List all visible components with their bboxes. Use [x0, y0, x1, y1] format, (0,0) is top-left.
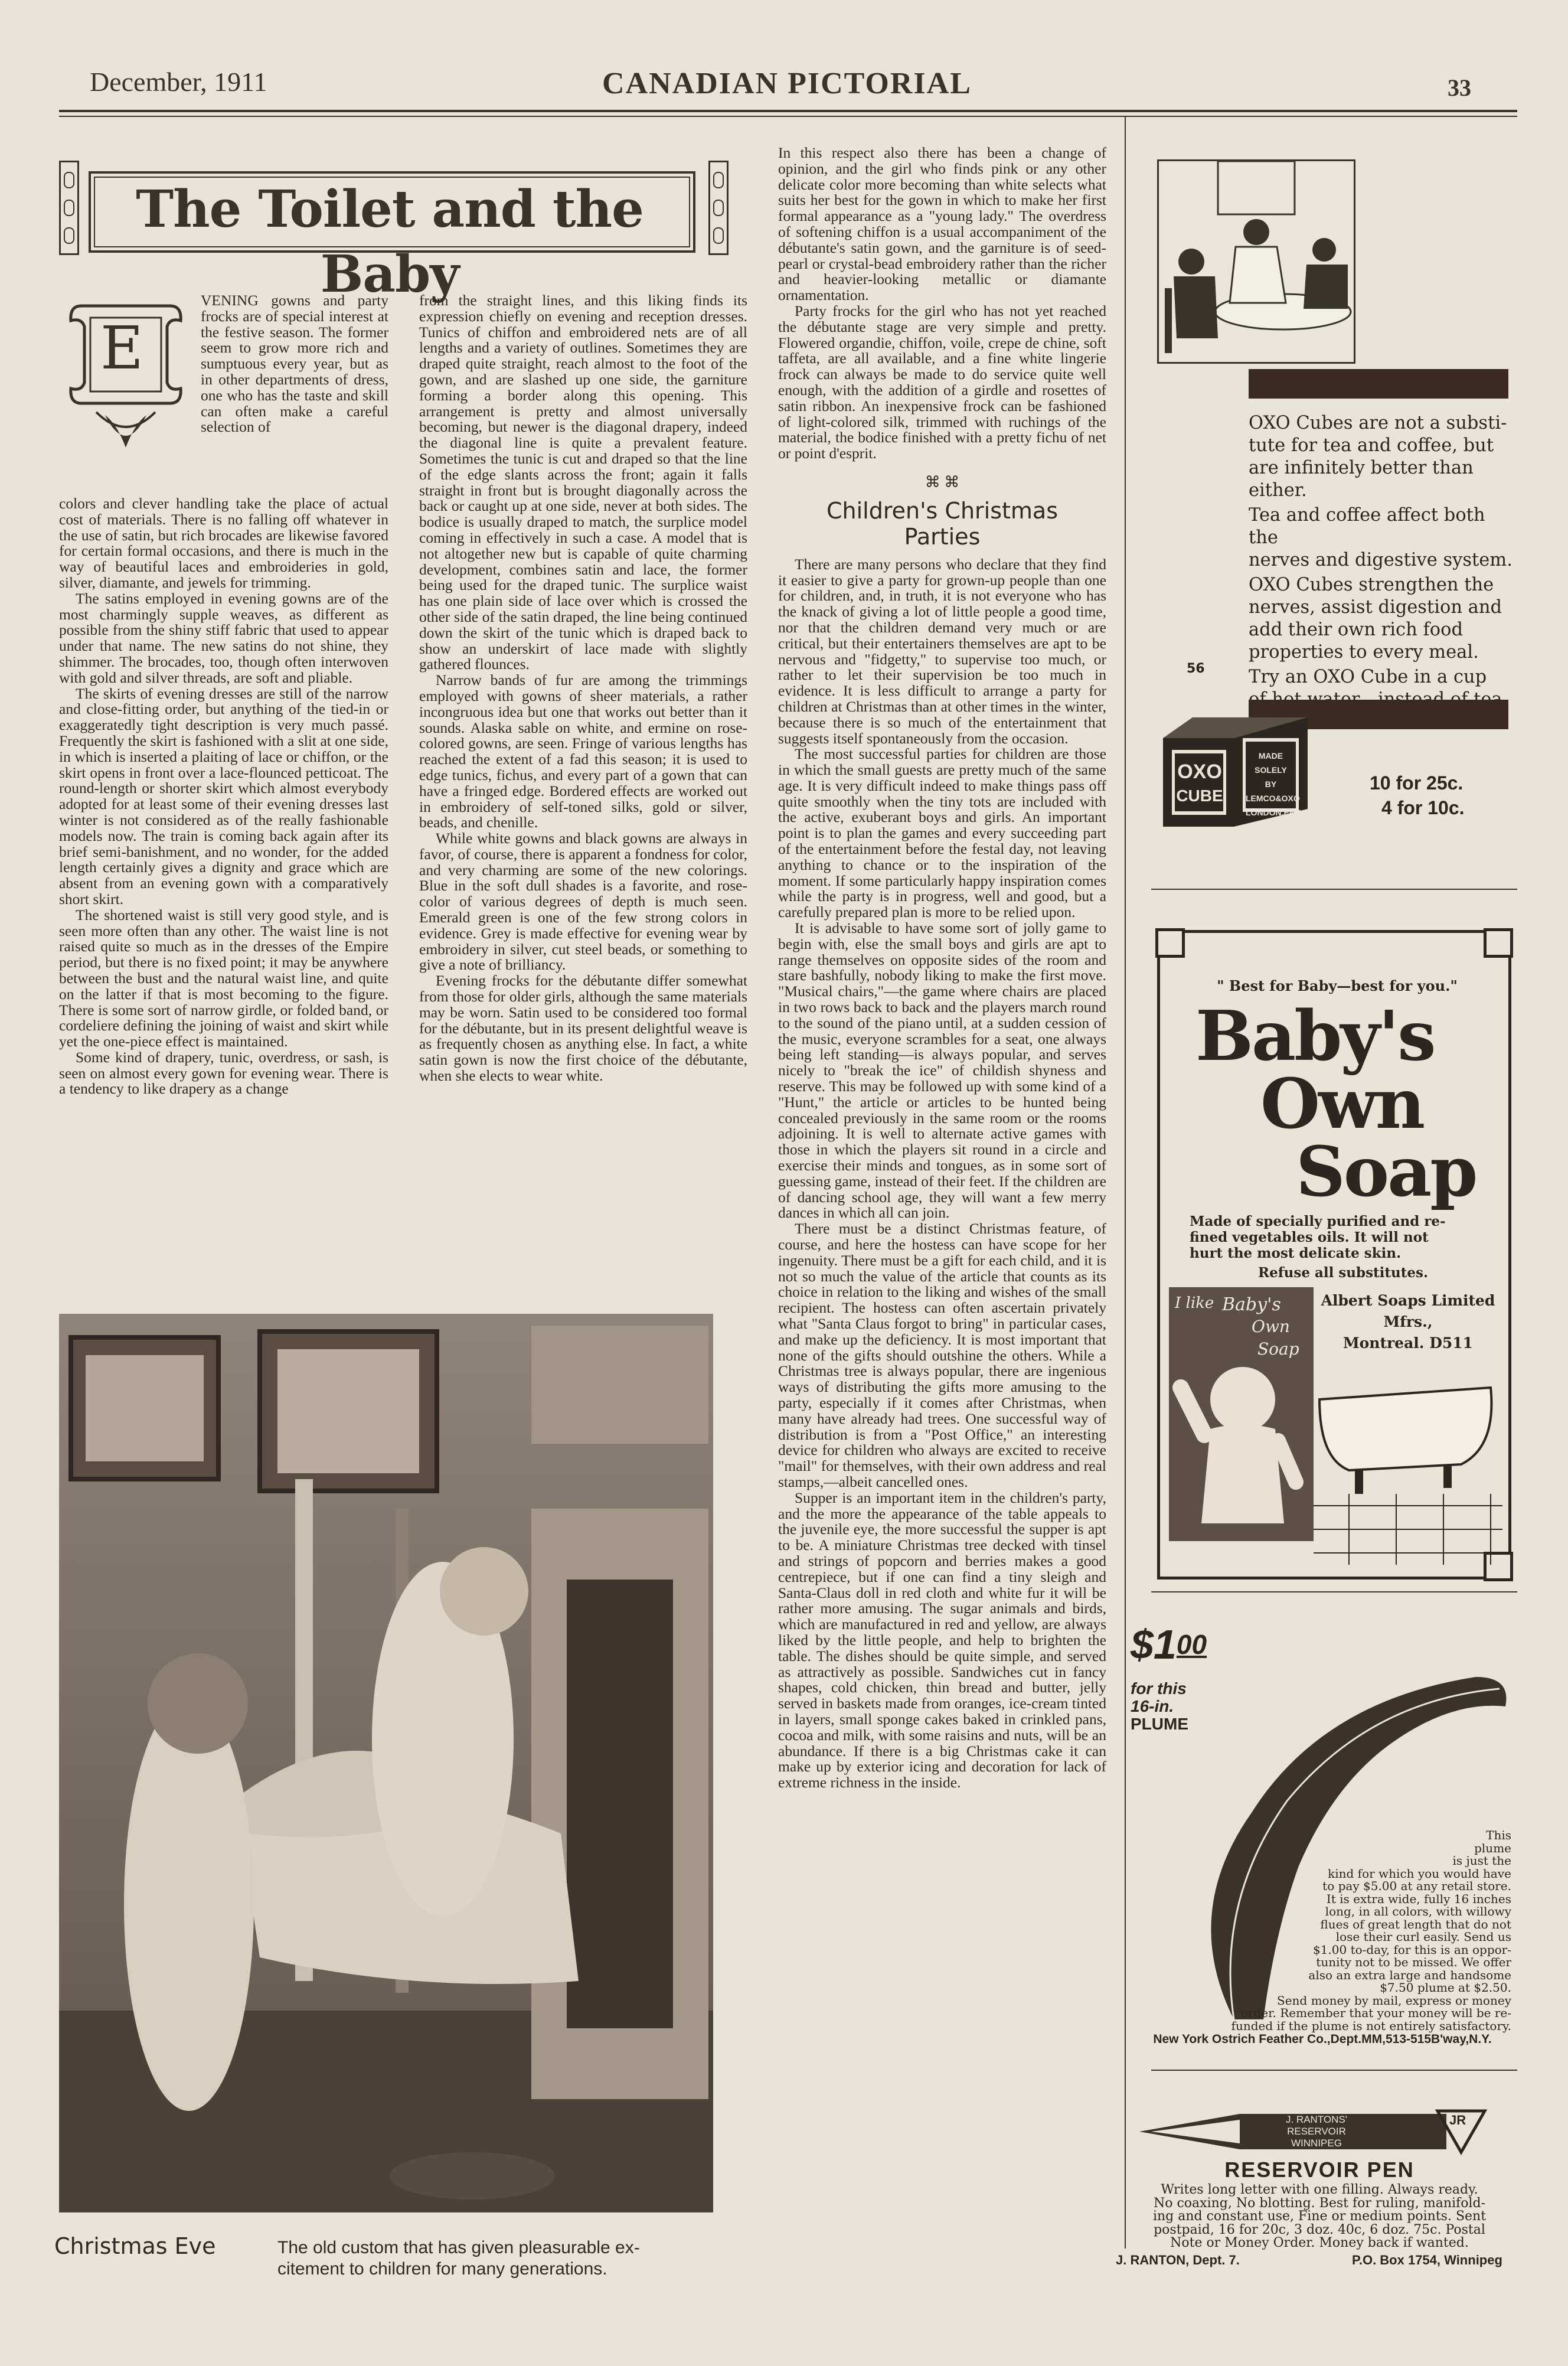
soap-name-3: Soap — [1296, 1132, 1476, 1212]
article-col3 — [778, 145, 1106, 1791]
photo-caption-text-1: The old custom that has given pleasurable ex- — [277, 2238, 640, 2257]
oxo-side-line: BY — [1265, 779, 1277, 789]
baby-with-soap-icon — [1169, 1287, 1314, 1541]
pen-contact-2: P.O. Box 1754, Winnipeg — [1352, 2253, 1502, 2267]
paragraph: It is advisable to have some sort of jolly game to begin with, else the small boys and girls are apt to range themselves on opposite sides of the room and stare bashfully, nobody liking to make the first move. "Musical chairs,"—the game where chairs are placed in two rows back to back and the players march round to the sound of the piano until, at a sudden cession of the music, everyone scrambles for a seat, one always being left standing—is always popular, and serves nicely to "break the ice" of childish shyness and reserve. This may be followed up with some kind of a "Hunt," the article or articles to be hunted being concealed previously in the same room or the rooms adjoining. It is well to alternate active games with those in which the players sit round in a circle and exercise their minds and tongues, as in some sort of guessing game, instead of their feet. If the children are of dancing school age, they will want a few merry dances in which all can join. — [778, 919, 1106, 1222]
plume-text — [1204, 1829, 1511, 2032]
article-col2 — [419, 293, 747, 1084]
article-title: The Toilet and the Baby — [136, 180, 643, 304]
bathtub-illustration — [1314, 1364, 1502, 1565]
plume-line: It is extra wide, fully 16 inches — [1326, 1891, 1511, 1906]
oxo-side-line: LONDON.ENG. — [1246, 808, 1304, 817]
ad-separator — [1151, 2070, 1517, 2071]
plume-sub-line: 16-in. — [1131, 1697, 1174, 1715]
plume-price-dollar: $1 — [1131, 1621, 1177, 1667]
soap-desc-line: Made of specially purified and re- — [1190, 1213, 1446, 1229]
paragraph: VENING gowns and party frocks are of special interest at the festive season. The former seem to grow more rich and sumptuous every year, but as in other departments of dress, one who has the taste and skill can often make a careful selection of — [201, 292, 388, 436]
paragraph: The shortened waist is still very good style, and is seen more often than any other. The waist line is not raised quite so much as in the dresses of the Empire period, but there is no fixed point; it may be anywhere between the bust and the natural waist line, and quite on the latter if that is most becoming to the figure. There is some sort of narrow girdle, or folded band, or cordeliere defining the joining of waist and skirt while yet the one-piece effect is maintained. — [59, 906, 388, 1050]
oxo-line: are infinitely better than — [1249, 458, 1474, 478]
reservoir-pen-advertisement — [1116, 2108, 1523, 2267]
pen-engraving-line: J. RANTONS' — [1285, 2114, 1347, 2125]
plume-sub-line: for this — [1131, 1679, 1187, 1698]
plume-line: plume — [1474, 1840, 1511, 1855]
soap-name-2: Own — [1260, 1064, 1424, 1144]
christmas-eve-photo — [59, 1314, 713, 2212]
pen-engraving-line: WINNIPEG — [1291, 2137, 1342, 2149]
title-ornament-right — [708, 161, 729, 255]
oxo-banner-top — [1249, 369, 1508, 399]
photo-caption-title: Christmas Eve — [54, 2233, 216, 2259]
soap-box-text-2: Baby's — [1222, 1294, 1281, 1315]
photo-caption-text-2: citement to children for many generations. — [277, 2259, 607, 2279]
soap-name-1: Baby's — [1195, 996, 1435, 1076]
family-dinner-icon — [1159, 161, 1354, 362]
pen-body — [1116, 2184, 1523, 2250]
paragraph: The most successful parties for children are those in which the small guests are pretty much of the same age. It is very difficult indeed to make things pass off quite smoothly when the tiny tots are included with the active, exuberant boys and girls. An important point is to plan the games and every succeeding part of the entertainment before the festal day, not leaving anything to chance or to the inspiration of the moment. If some particularly happy inspiration comes while the party is in progress, well and good, but a carefully prepared plan is more to be relied upon. — [778, 745, 1106, 921]
ad-separator — [1151, 889, 1517, 890]
oxo-cube-side — [1246, 749, 1304, 820]
page-number: 33 — [1448, 74, 1471, 101]
paragraph: Some kind of drapery, tunic, overdress, or sash, is seen on almost every gown for evening wear. There is a tendency to like drapery as a change — [59, 1048, 388, 1098]
issue-date: December, 1911 — [90, 67, 267, 97]
soap-tagline: " Best for Baby—best for you." — [1217, 977, 1458, 994]
oxo-dinner-illustration — [1157, 159, 1355, 364]
magazine-title: CANADIAN PICTORIAL — [602, 67, 972, 100]
pen-logo: JR — [1449, 2113, 1466, 2127]
plume-sub-line: PLUME — [1131, 1715, 1188, 1733]
pen-line: Writes long letter with one filling. Always ready. — [1161, 2182, 1478, 2197]
paragraph: Evening frocks for the débutante differ somewhat from those for older girls, although the same materials may be worn. Satin used to be considered too formal for the débutante, but in its present delightful weave is as frequently chosen as anything else. In fact, a white satin gown is now the first choice of the débutante, when she elects to wear white. — [419, 972, 747, 1085]
oxo-cube-box — [1157, 714, 1317, 833]
oxo-line: tute for tea and coffee, but — [1249, 435, 1494, 456]
plume-line: funded if the plume is not entirely satisfactory. — [1231, 2018, 1511, 2033]
oxo-side-line: LEMCO&OXO — [1246, 794, 1300, 803]
plume-line: also an extra large and handsome — [1308, 1967, 1511, 1982]
plume-line: Send money by mail, express or money — [1277, 1993, 1511, 2008]
paragraph: Party frocks for the girl who has not yet reached the débutante stage are very simple and pretty. Flowered organdie, chiffon, voile, crepe de chine, soft taffeta, are all available, and a fine white lingerie frock can always be made to do service quite well enough, with the addition of a girdle and rosettes of satin ribbon. An inexpensive frock can be fashioned of light-colored silk, trimmed with ruchings of the material, the bodice finished with a pretty fichu of net or point d'esprit. — [778, 302, 1106, 462]
pen-line: postpaid, 16 for 20c, 3 doz. 40c, 6 doz. 75c. Postal — [1154, 2222, 1485, 2237]
pen-line: Note or Money Order. Money back if wanted. — [1170, 2236, 1469, 2250]
oxo-line: either. — [1249, 480, 1307, 501]
soap-maker-line: Montreal. D511 — [1342, 1334, 1474, 1352]
header-rule-bottom — [59, 116, 1517, 117]
pen-engraving — [1257, 2114, 1376, 2149]
oxo-line: Try an OXO Cube in a cup — [1249, 667, 1487, 687]
oxo-cube-word2: CUBE — [1176, 787, 1223, 805]
soap-box-text-3: Own — [1252, 1317, 1290, 1336]
plume-line: order. Remember that your money will be re- — [1240, 2006, 1511, 2020]
pen-contact-1: J. RANTON, Dept. 7. — [1116, 2253, 1240, 2267]
children-bedroom-photo-icon — [59, 1314, 713, 2212]
soap-desc-line: fined vegetables oils. It will not — [1190, 1229, 1429, 1245]
oxo-line: Tea and coffee affect both the — [1249, 505, 1485, 548]
soap-maker — [1319, 1290, 1497, 1354]
oxo-line: properties to every meal. — [1249, 642, 1479, 663]
pen-title: RESERVOIR PEN — [1224, 2158, 1415, 2182]
soap-desc-line: Refuse all substitutes. — [1258, 1265, 1428, 1281]
oxo-line: nerves and digestive system. — [1249, 550, 1513, 570]
plume-line: to pay $5.00 at any retail store. — [1322, 1879, 1511, 1893]
soap-desc-line: hurt the most delicate skin. — [1190, 1245, 1402, 1261]
soap-maker-line: Mfrs., — [1383, 1313, 1433, 1330]
soap-corner-ornament — [1155, 928, 1185, 958]
paragraph: In this respect also there has been a change of opinion, and the girl who finds pink or any other delicate color more becoming than white selects what suits her best for the gown in which to make her first formal appearance as a "young lady." The overdress of softening chiffon is a usual accompaniment of the débutante's satin gown, and the garniture is of seed-pearl or crystal-bead embroidery rather than the richer and heavier-looking metallic or diamante ornamentation. — [778, 144, 1106, 304]
plume-line: $7.50 plume at $2.50. — [1380, 1980, 1511, 1995]
paragraph: There must be a distinct Christmas feature, of course, and here the hostess can have scope for her ingenuity. There must be a gift for each child, and it is not so much the value of the article that counts as its choice in relation to the liking and wishes of the small recipient. The hostess can often ascertain privately what "Santa Claus forgot to bring" in particular cases, and make up the deficiency. It is most important that none of the gifts should outshine the others. While a Christmas tree is always popular, there are ingenious ways of distributing the gifts more amusing to the party, especially if it comes after Christmas, when many have already had trees. One successful way of distribution is from a "Post Office," an interesting device for children who always are excited to receive "mail" for themselves, with their own address and real stamps,—albeit cancelled ones. — [778, 1220, 1106, 1490]
plume-line: tunity not to be missed. We offer — [1316, 1955, 1511, 1969]
plume-line: This — [1486, 1828, 1511, 1842]
paragraph: Supper is an important item in the children's party, and the more the appearance of the table appeals to the juvenile eye, the more successful the supper is apt to be. A miniature Christmas tree decked with tinsel and strings of popcorn and berries makes a good centrepiece, but if one can find a tiny sleigh and Santa-Claus doll in red cloth and white fur it will be rather more amusing. The sugar animals and birds, which are manufactured in red and yellow, are always liked by the little people, and help to brighten the table. The dishes should be quite simple, and served as attractively as possible. Sandwiches cut in fancy shapes, cold chicken, thin bread and butter, jelly served in baskets made from oranges, ice-cream tinted in layers, small sponge cakes baked in crinkled pans, cocoa and milk, with some raisins and nuts, will be an abundance. If there is a big Christmas cake it can make up by exterior icing and decoration for lack of extreme richness in the inside. — [778, 1489, 1106, 1791]
bathtub-icon — [1314, 1364, 1502, 1565]
plume-line: kind for which you would have — [1328, 1866, 1511, 1881]
oxo-side-line: MADE SOLELY — [1255, 751, 1287, 775]
title-ornament-left — [59, 161, 79, 255]
article-col1-lead — [201, 293, 388, 435]
oxo-price-2: 4 for 10c. — [1381, 797, 1465, 818]
plume-price-cents: 00 — [1176, 1629, 1207, 1660]
plume-line: lose their curl easily. Send us — [1335, 1930, 1511, 1944]
soap-box-illustration — [1169, 1287, 1314, 1541]
oxo-body — [1249, 412, 1514, 733]
ostrich-plume-advertisement — [1122, 1606, 1523, 2078]
oxo-line: OXO Cubes strengthen the — [1249, 575, 1494, 595]
pen-line: ing and constant use, Fine or medium points. Sent — [1152, 2209, 1487, 2224]
paragraph: There are many persons who declare that they find it easier to give a party for grown-up people than one for children, and, in truth, it is not everyone who has the knack of giving a lot of little people a good time, nor that the children demand very much or are critical, but their entertainers themselves are apt to be nervous and "fidgetty," to supervise too much, or rather to let their supervision be too much in evidence. It is less difficult to arrange a party for children at Christmas than at other times in the winter, because there is so much of the entertainment that suggests itself spontaneously from the occasion. — [778, 555, 1106, 747]
babys-own-soap-advertisement — [1157, 930, 1511, 1579]
soap-maker-line: Albert Soaps Limited — [1321, 1292, 1495, 1309]
section-title-line1: Children's Christmas — [826, 497, 1059, 524]
paragraph: colors and clever handling take the place of actual cost of materials. There is no falling off whatever in the use of satin, but rich brocades are likewise favored for certain formal occasions, and there is much in the way of beautiful laces and embroideries in gold, silver, diamante, and jewels for trimming. — [59, 495, 388, 591]
oxo-price-1: 10 for 25c. — [1370, 772, 1464, 794]
soap-box-text-4: Soap — [1257, 1339, 1299, 1359]
soap-corner-ornament — [1484, 928, 1513, 958]
paragraph: The skirts of evening dresses are still of the narrow and close-fitting order, but anything of the tied-in or exaggeratedly tight description is very much passé. Frequently the skirt is fashioned with a slit at one side, in which is inserted a plaiting of lace or chiffon, or the skirt opens in front over a lace-flounced petticoat. The round-length or shorter skirt which almost everybody adopted for at least some of their evening dresses last winter is not considered as of the really fashionable models now. The train is coming back again after its brief semi-banishment, and no wonder, for the added length certainly gives a dignity and grace which are absent from an evening gown with a comparatively short skirt. — [59, 684, 388, 908]
oxo-ad-number: 56 — [1187, 661, 1205, 676]
section-title-line2: Parties — [904, 523, 981, 550]
plume-line: $1.00 to-day, for this is an oppor- — [1312, 1942, 1511, 1957]
soap-box-text-1: I like — [1175, 1294, 1214, 1312]
oxo-line: OXO Cubes are not a substi- — [1249, 413, 1507, 433]
paragraph: The satins employed in evening gowns are of the most charmingly supple weaves, as different as possible from the shiny stiff fabric that used to appear under that name. The new satins do not shine, they shimmer. The brocades, too, though often interwoven with gold and silver threads, are soft and pliable. — [59, 589, 388, 686]
pen-engraving-line: RESERVOIR — [1287, 2126, 1346, 2137]
pen-line: No coaxing, No blotting. Best for ruling, manifold- — [1154, 2195, 1485, 2211]
plume-line: is just the — [1452, 1853, 1511, 1868]
oxo-line: nerves, assist digestion and — [1249, 597, 1502, 618]
section-ornament: ⌘ ⌘ — [925, 473, 960, 491]
ad-separator — [1151, 1591, 1517, 1592]
oxo-advertisement — [1151, 154, 1517, 880]
paragraph: Narrow bands of fur are among the trimmings employed with gowns of sheer materials, a rather incongruous idea but one that works out better than it sounds. Alaska sable on white, and ermine on rose-colored gowns, are seen. Fringe of various lengths has reached the extent of a fad this season; it is used to edge tunics, fichus, and every part of a gown that can have a fringed edge. Bordered effects are worked out in embroidery of self-toned silks, gold or silver, beads, and chenille. — [419, 671, 747, 831]
oxo-line: add their own rich food — [1249, 619, 1464, 640]
drop-cap-letter: E — [100, 314, 143, 383]
paragraph: from the straight lines, and this liking finds its expression chiefly on evening and reception dresses. Tunics of chiffon and embroidered nets are of all lengths and a variety of outlines. Sometimes they are draped quite straight, reach almost to the foot of the gown, and are slashed up one side, the garniture forming a border along this opening. This arrangement is pretty and almost universally becoming, but newer is the diagonal drapery, indeed the diagonal line is quite a prevalent feature. Sometimes the tunic is cut and draped so that the line of the edge slants across the front; again it falls straight in front but is brought diagonally across the back or caught up at one side, never at both sides. The bodice is usually draped to match, the surplice model coming in effectively in such a case. A model that is not altogether new but is capable of quite charming development, combines satin and lace, the former being used for the draped tunic. The surplice waist has one plain side of lace over which is crossed the other side of the satin draped, the line being continued down the skirt of the tunic which is draped back to show an underskirt of lace made with slightly gathered flounces. — [419, 292, 747, 673]
plume-line: flues of great length that do not — [1320, 1917, 1511, 1931]
plume-company: New York Ostrich Feather Co.,Dept.MM,513-515B'way,N.Y. — [1153, 2032, 1492, 2046]
oxo-cube-word1: OXO — [1177, 761, 1222, 783]
soap-desc — [1190, 1213, 1497, 1281]
plume-line: long, in all colors, with willowy — [1325, 1904, 1511, 1918]
paragraph: While white gowns and black gowns are always in favor, of course, there is apparent a fondness for color, and very charming are some of the new colorings. Blue in the soft dull shades is a favorite, and rose-color of various degrees of depth is much seen. Emerald green is one of the few strong colors in evidence. Grey is made effective for evening wear by embroidery in silver, cut steel beads, or something to give a note of brilliancy. — [419, 830, 747, 974]
header-rule-top — [59, 110, 1517, 112]
article-col1 — [59, 496, 388, 1097]
